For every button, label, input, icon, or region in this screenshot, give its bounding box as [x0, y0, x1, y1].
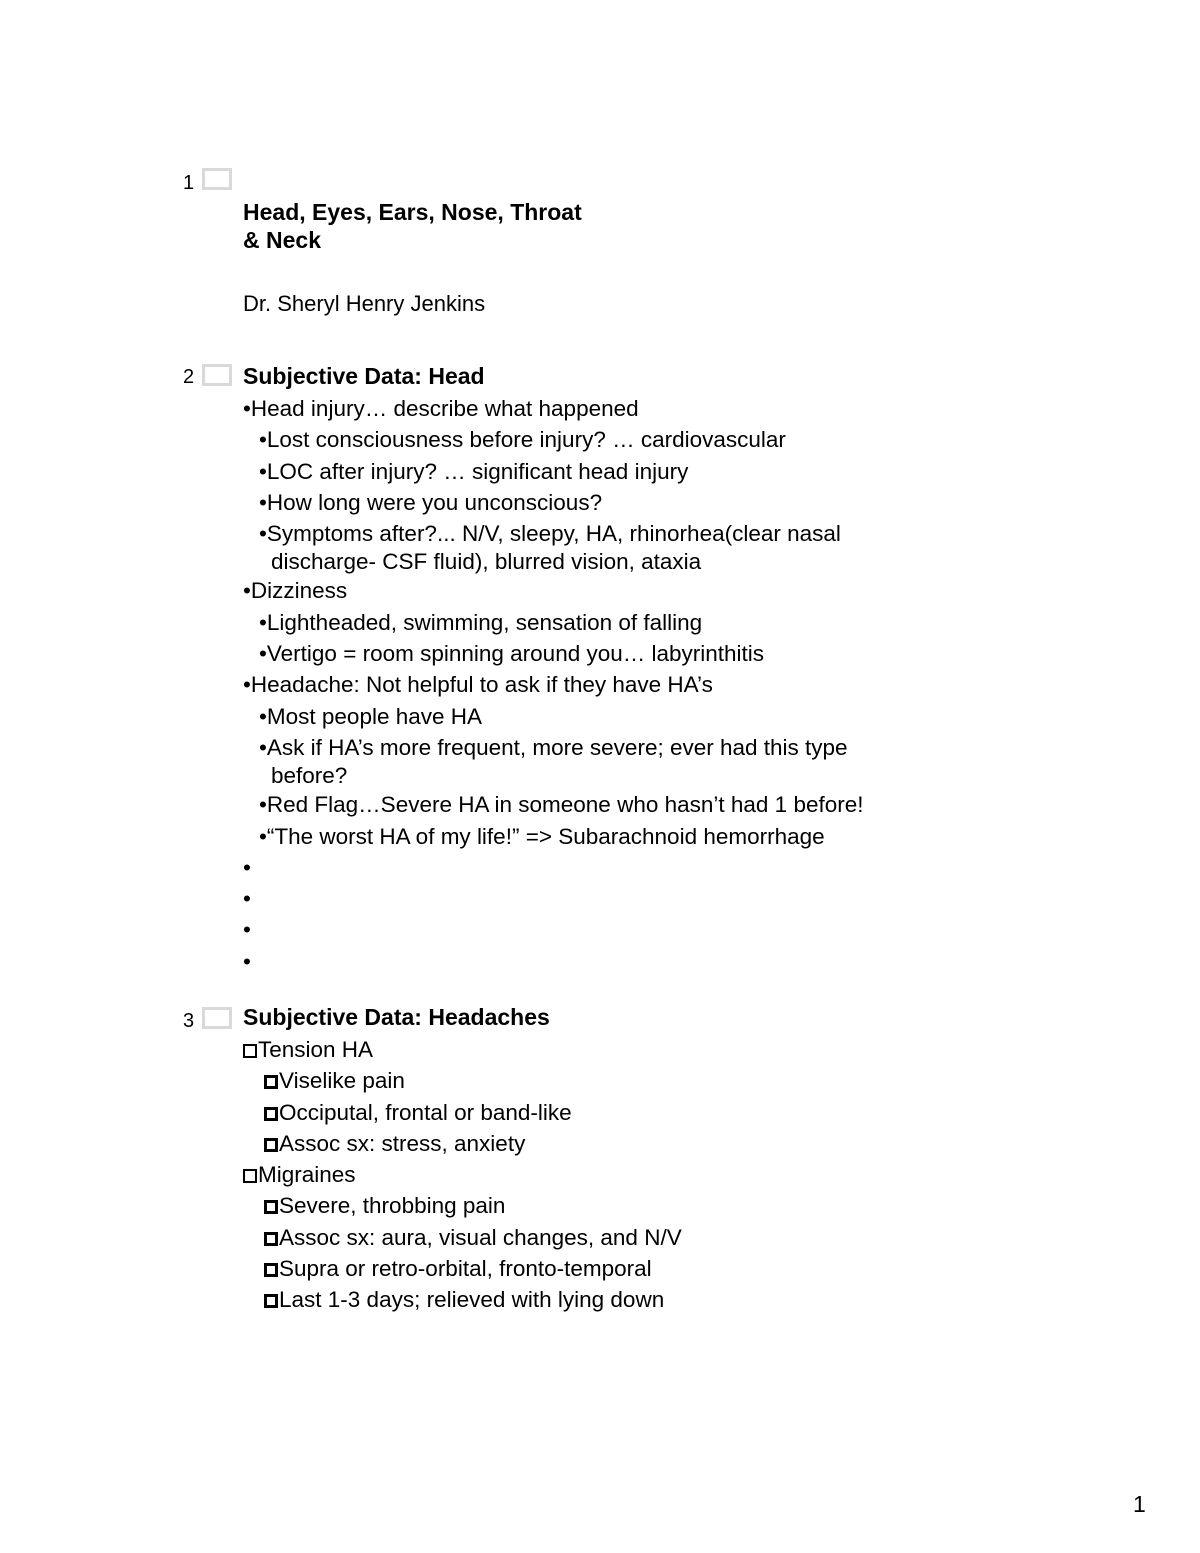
bullet-icon: • [259, 823, 267, 849]
bullet-icon: • [243, 854, 251, 880]
slide-thumbnail-2 [202, 364, 232, 386]
list-item: •Symptoms after?... N/V, sleepy, HA, rhinorhea(clear nasal discharge- CSF fluid), blurred vision, ataxia [243, 518, 1003, 575]
list-item: Supra or retro-orbital, fronto-temporal [243, 1253, 1003, 1284]
list-item: •Most people have HA [243, 701, 1003, 732]
list-item: •Ask if HA’s more frequent, more severe; ever had this type before? [243, 732, 1003, 789]
title-line-2: & Neck [243, 227, 321, 253]
slide-thumbnail-1 [202, 168, 232, 190]
bullet-icon: • [259, 458, 267, 484]
list-item: •Head injury… describe what happened [243, 393, 1003, 424]
bullet-icon: • [259, 792, 267, 818]
list-item: Severe, throbbing pain [243, 1190, 1003, 1221]
list-item: •Headache: Not helpful to ask if they have HA’s [243, 669, 1003, 700]
slide-number-3: 3 [183, 1010, 195, 1032]
slide-number-1: 1 [183, 172, 195, 194]
checkbox-bullet-icon [264, 1263, 278, 1277]
list-item: Occiputal, frontal or band-like [243, 1097, 1003, 1128]
bullet-icon: • [243, 578, 251, 604]
checkbox-bullet-icon [264, 1294, 278, 1308]
list-item: •Dizziness [243, 575, 1003, 606]
checkbox-bullet-icon [264, 1138, 278, 1152]
slide-number-2: 2 [183, 366, 195, 388]
slide-2-heading: Subjective Data: Head [243, 363, 485, 389]
list-item: •Lightheaded, swimming, sensation of falling [243, 607, 1003, 638]
slide-3-notes [243, 1002, 1003, 1316]
list-item: •“The worst HA of my life!” => Subarachnoid hemorrhage [243, 821, 1003, 852]
list-item: Last 1-3 days; relieved with lying down [243, 1284, 1003, 1315]
checkbox-bullet-icon [264, 1232, 278, 1246]
slide-2-notes [243, 361, 1003, 977]
bullet-icon: • [243, 886, 251, 912]
checkbox-bullet-icon [264, 1075, 278, 1089]
bullet-icon: • [259, 521, 267, 547]
checkbox-bullet-icon [243, 1169, 257, 1183]
bullet-icon: • [243, 948, 251, 974]
bullet-icon: • [243, 396, 251, 421]
bullet-icon: • [243, 917, 251, 943]
list-item: •LOC after injury? … significant head injury [243, 456, 1003, 487]
list-item-empty [243, 914, 1003, 945]
slide-3-heading: Subjective Data: Headaches [243, 1004, 550, 1030]
slide-3-bullet-list [243, 1034, 1003, 1316]
list-item: Tension HA [243, 1034, 1003, 1065]
bullet-icon: • [259, 641, 267, 667]
bullet-icon: • [259, 734, 267, 760]
list-item: Migraines [243, 1159, 1003, 1190]
list-item: Assoc sx: aura, visual changes, and N/V [243, 1222, 1003, 1253]
list-item: Assoc sx: stress, anxiety [243, 1128, 1003, 1159]
checkbox-bullet-icon [243, 1044, 257, 1058]
list-item: •Vertigo = room spinning around you… labyrinthitis [243, 638, 1003, 669]
title-line-1: Head, Eyes, Ears, Nose, Throat [243, 199, 582, 225]
list-item: •Red Flag…Severe HA in someone who hasn’t had 1 before! [243, 789, 1003, 820]
list-item-empty [243, 883, 1003, 914]
bullet-icon: • [259, 609, 267, 635]
slide-2-bullet-list [243, 393, 1003, 977]
checkbox-bullet-icon [264, 1107, 278, 1121]
bullet-icon: • [259, 703, 267, 729]
bullet-icon: • [259, 489, 267, 515]
checkbox-bullet-icon [264, 1200, 278, 1214]
page-number: 1 [1133, 1491, 1146, 1517]
author-name: Dr. Sheryl Henry Jenkins [243, 291, 486, 316]
bullet-icon: • [243, 672, 251, 698]
list-item: •Lost consciousness before injury? … cardiovascular [243, 424, 1003, 455]
list-item: •How long were you unconscious? [243, 487, 1003, 518]
bullet-icon: • [259, 427, 267, 453]
slide-thumbnail-3 [202, 1007, 232, 1029]
slide-1-notes [243, 198, 1003, 318]
list-item-empty [243, 946, 1003, 977]
list-item: Viselike pain [243, 1065, 1003, 1096]
list-item-empty [243, 852, 1003, 883]
